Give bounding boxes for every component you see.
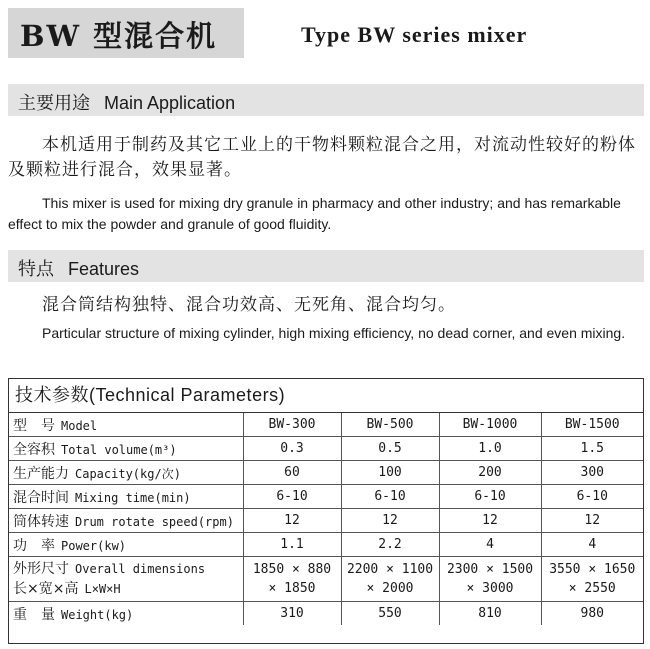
- row-label-line: [13, 559, 239, 579]
- row-label-en: L×W×H: [84, 582, 121, 596]
- table-cell: 2300 × 1500 × 3000: [439, 557, 541, 602]
- features-text-zh: 混合筒结构独特、混合功效高、无死角、混合均匀。: [42, 295, 456, 315]
- table-cell: 1.0: [439, 437, 541, 461]
- row-label-zh: 外形尺寸: [13, 561, 69, 577]
- row-label-zh: 混合时间: [13, 489, 69, 506]
- table-cell: 60: [243, 461, 341, 485]
- row-label-zh: 生产能力: [13, 465, 69, 482]
- table-cell: 0.5: [341, 437, 439, 461]
- row-label-en: Capacity(kg/次): [75, 466, 181, 481]
- row-label: [9, 485, 243, 509]
- row-label-en: Weight(kg): [61, 607, 134, 622]
- table-cell: BW-1000: [439, 413, 541, 437]
- table-cell: 4: [541, 533, 643, 557]
- row-label-zh: 筒体转速: [13, 513, 69, 530]
- row-label-zh: 功 率: [13, 537, 55, 554]
- table-cell: 1850 × 880 × 1850: [243, 557, 341, 602]
- parameters-grid: [9, 413, 643, 625]
- row-label-en: Power(kw): [61, 538, 127, 553]
- row-label: [9, 557, 243, 602]
- page-header: [0, 0, 650, 70]
- section-title-zh: 主要用途: [18, 93, 90, 113]
- technical-parameters-table: [8, 378, 644, 644]
- section-title: [18, 255, 139, 281]
- table-row: [9, 557, 643, 602]
- table-cell: 6-10: [439, 485, 541, 509]
- page-title-en: Type BW series mixer: [301, 22, 528, 47]
- table-cell: 4: [439, 533, 541, 557]
- table-row: [9, 602, 643, 626]
- row-label-en: Model: [61, 418, 98, 433]
- row-label-en: Overall dimensions: [75, 562, 206, 576]
- row-label: [9, 533, 243, 557]
- table-cell: 100: [341, 461, 439, 485]
- table-cell: 300: [541, 461, 643, 485]
- row-label: [9, 413, 243, 437]
- table-cell: BW-500: [341, 413, 439, 437]
- table-cell: 310: [243, 602, 341, 626]
- row-label-zh: 型 号: [13, 417, 55, 434]
- application-text-zh: 本机适用于制药及其它工业上的干物料颗粒混合之用，对流动性较好的粉体及颗粒进行混合，效果显著。: [8, 135, 636, 180]
- table-cell: BW-300: [243, 413, 341, 437]
- table-cell: 200: [439, 461, 541, 485]
- table-cell: 2200 × 1100 × 2000: [341, 557, 439, 602]
- row-label-en: Mixing time(min): [75, 490, 191, 505]
- section-title-en: Main Application: [104, 93, 236, 113]
- table-cell: 0.3: [243, 437, 341, 461]
- table-cell: 810: [439, 602, 541, 626]
- application-text-en: This mixer is used for mixing dry granule in pharmacy and other industry; and has remarkable effect to mix the powder and granule of good fluidity.: [8, 195, 621, 232]
- table-cell: 1.1: [243, 533, 341, 557]
- table-cell: 12: [439, 509, 541, 533]
- table-cell: BW-1500: [541, 413, 643, 437]
- table-cell: 980: [541, 602, 643, 626]
- row-label-zh: 全容积: [13, 441, 55, 458]
- table-row: [9, 461, 643, 485]
- section-main-application: [8, 84, 644, 116]
- row-label-zh: 重 量: [13, 606, 55, 623]
- row-label: [9, 437, 243, 461]
- table-cell: 6-10: [341, 485, 439, 509]
- table-row: [9, 437, 643, 461]
- row-label: [9, 461, 243, 485]
- table-heading: 技术参数(Technical Parameters): [9, 379, 643, 413]
- row-label: [9, 602, 243, 626]
- table-cell: 3550 × 1650 × 2550: [541, 557, 643, 602]
- row-label-line: [13, 579, 239, 599]
- features-text-en: Particular structure of mixing cylinder, high mixing efficiency, no dead corner, and even mixing.: [42, 325, 626, 341]
- row-label-zh: 长×宽×高: [13, 581, 79, 597]
- section-title: [18, 89, 235, 115]
- table-cell: 12: [541, 509, 643, 533]
- page-title-zh: BW 型混合机: [20, 19, 218, 53]
- table-cell: 550: [341, 602, 439, 626]
- row-label-en: Drum rotate speed(rpm): [75, 514, 234, 529]
- table-row: [9, 485, 643, 509]
- table-cell: 6-10: [243, 485, 341, 509]
- table-cell: 1.5: [541, 437, 643, 461]
- table-cell: 2.2: [341, 533, 439, 557]
- table-row: [9, 533, 643, 557]
- table-row: [9, 509, 643, 533]
- section-features: [8, 250, 644, 282]
- section-title-zh: 特点: [18, 259, 54, 279]
- table-cell: 6-10: [541, 485, 643, 509]
- table-cell: 12: [341, 509, 439, 533]
- table-cell: 12: [243, 509, 341, 533]
- table-row: [9, 413, 643, 437]
- row-label-en: Total volume(m³): [61, 442, 177, 457]
- section-title-en: Features: [68, 259, 140, 279]
- row-label: [9, 509, 243, 533]
